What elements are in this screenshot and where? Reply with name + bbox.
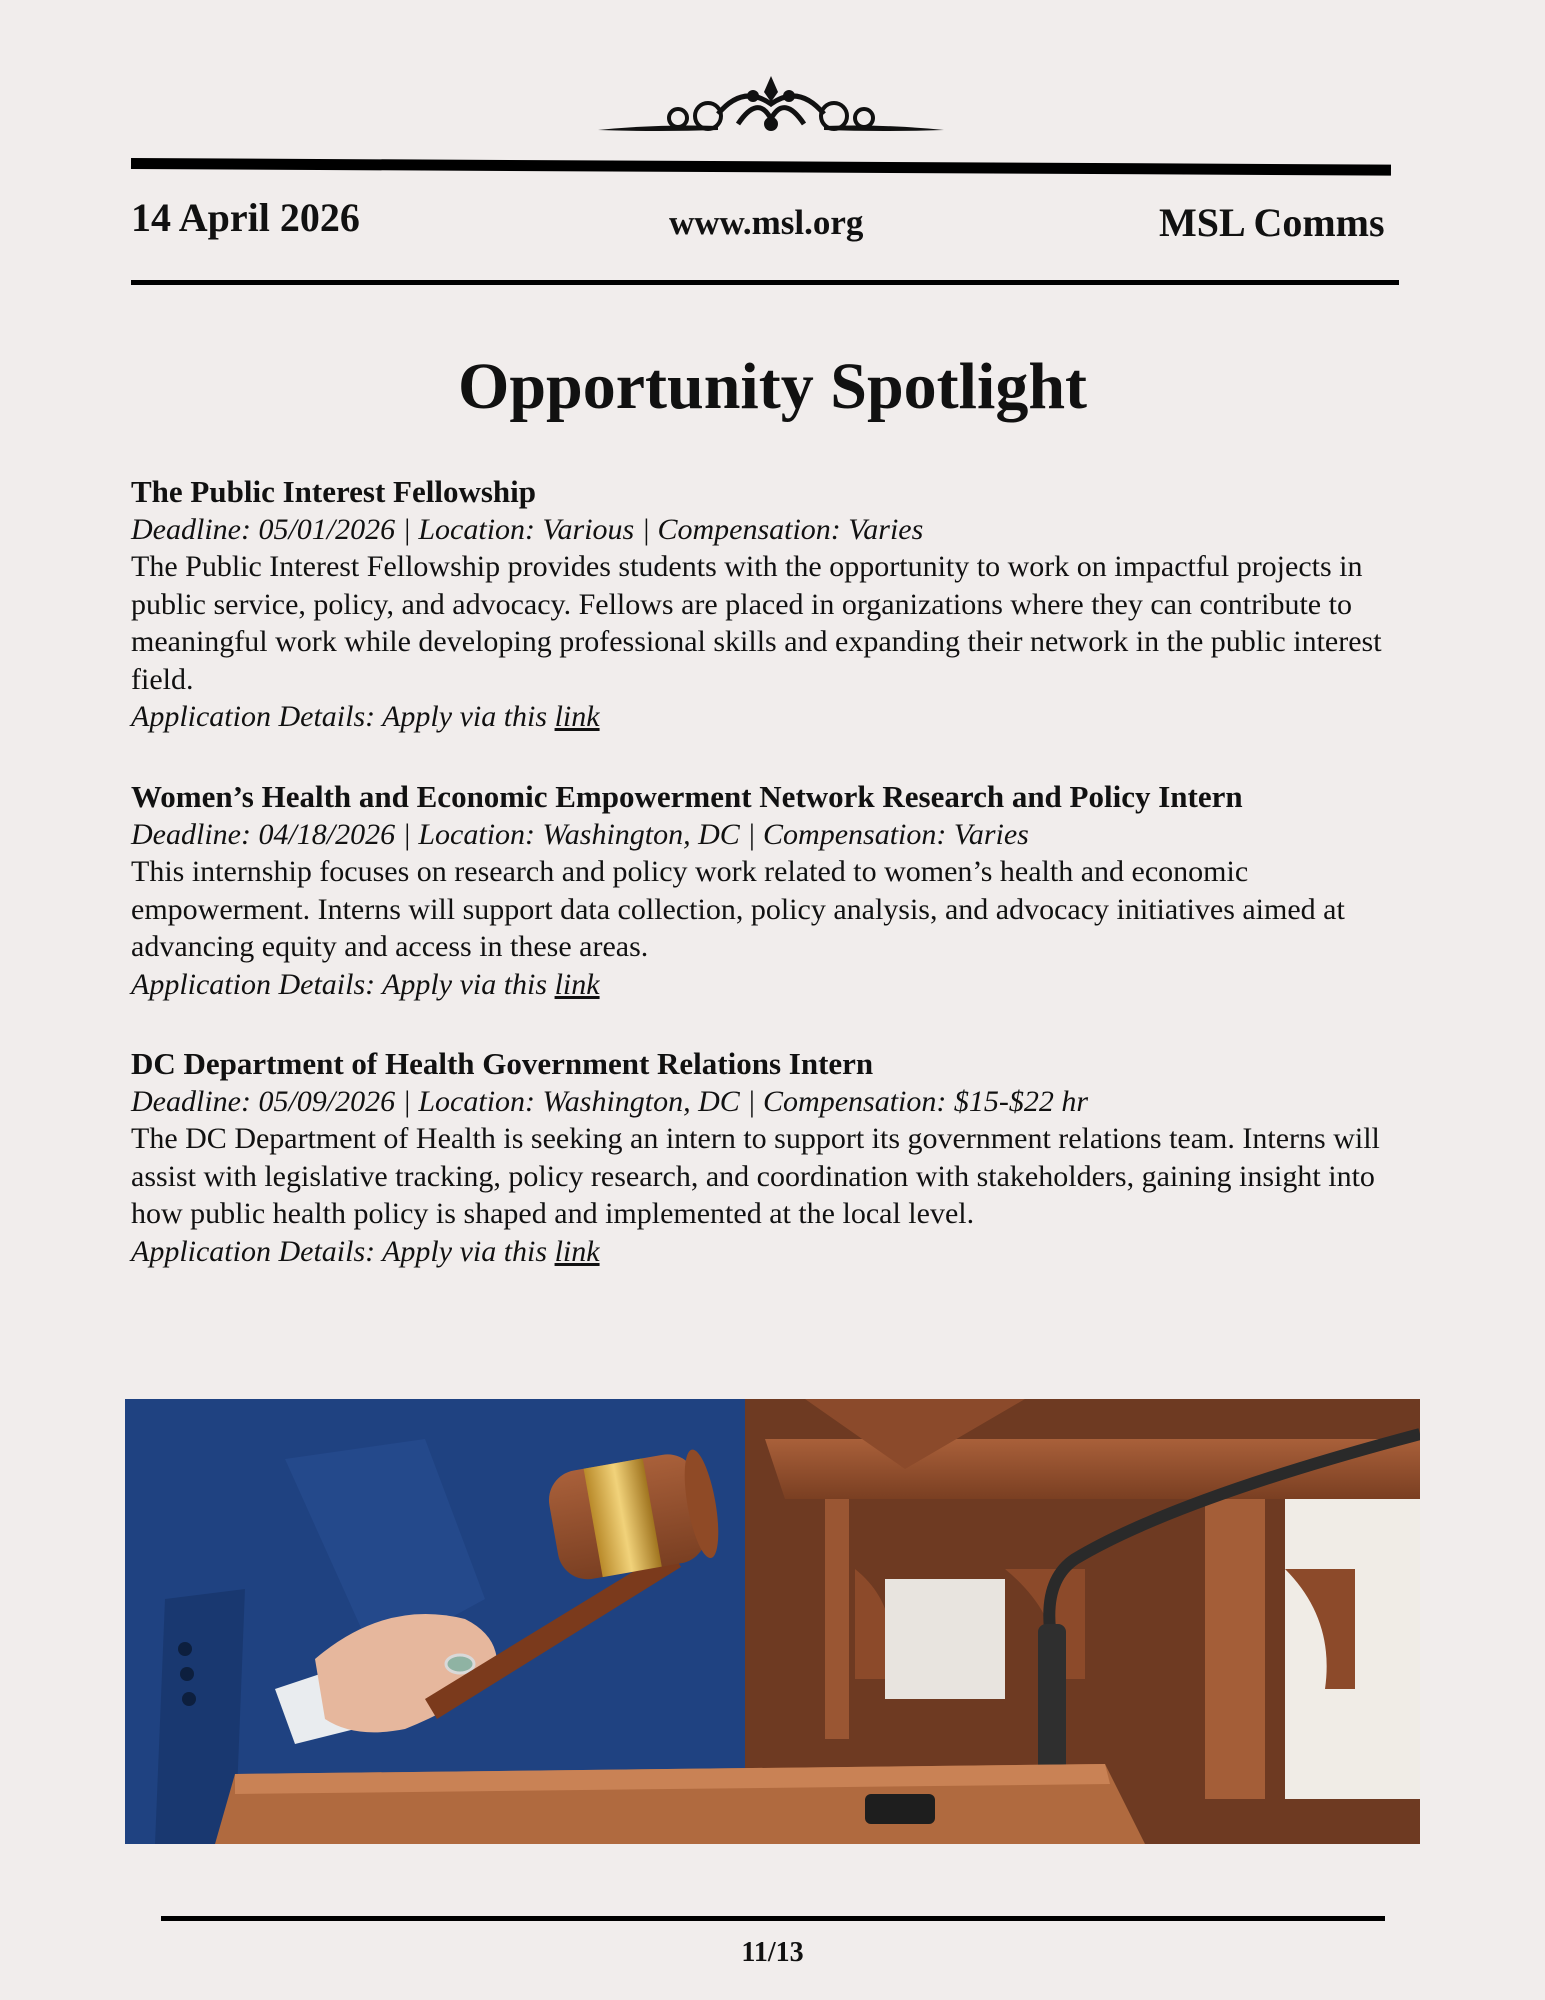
- listing-meta: Deadline: 05/01/2026 | Location: Various | Compensation: Varies: [131, 512, 924, 546]
- ornament-flourish-icon: [598, 74, 944, 138]
- org-name: MSL Comms: [1159, 200, 1385, 245]
- apply-text: Application Details: Apply via this: [131, 1234, 548, 1268]
- listing-title: The Public Interest Fellowship: [131, 474, 537, 509]
- header-divider: [131, 280, 1399, 285]
- apply-link[interactable]: link: [554, 700, 600, 733]
- listing-description: This internship focuses on research and policy work related to women’s health and economic empowerment. Interns will support data collection, policy analysis, and advocacy initiatives aimed at advancing equity and access in these areas.: [131, 855, 1345, 963]
- listing-description: The DC Department of Health is seeking an intern to support its government relations team. Interns will assist with legislative tracking, policy research, and coordination with stakeholders, gaining insight into how public health policy is shaped and implemented at the local level.: [131, 1122, 1380, 1230]
- application-details: [131, 966, 1421, 1004]
- listing-meta: Deadline: 04/18/2026 | Location: Washington, DC | Compensation: Varies: [131, 817, 1029, 851]
- listing-womens-health-intern: [131, 778, 1421, 1003]
- listing-public-interest-fellowship: [131, 473, 1421, 736]
- listing-description: The Public Interest Fellowship provides students with the opportunity to work on impactful projects in public service, policy, and advocacy. Fellows are placed in organizations where they can contribute to meaningful work while developing professional skills and expanding their network in the public interest field.: [131, 550, 1382, 696]
- footer-divider: [161, 1916, 1385, 1921]
- listing-dc-health-intern: [131, 1045, 1421, 1270]
- application-details: [131, 1233, 1421, 1271]
- gavel-photo: [125, 1399, 1420, 1844]
- listing-title: DC Department of Health Government Relations Intern: [131, 1046, 874, 1081]
- listing-meta: Deadline: 05/09/2026 | Location: Washington, DC | Compensation: $15-$22 hr: [131, 1084, 1089, 1118]
- apply-link[interactable]: link: [554, 967, 600, 1001]
- top-divider: [131, 158, 1391, 176]
- page-number: 11/13: [741, 1937, 804, 1968]
- issue-date: 14 April 2026: [131, 195, 360, 240]
- apply-text: Application Details: Apply via this: [131, 700, 548, 733]
- website-url[interactable]: www.msl.org: [669, 203, 864, 242]
- application-details: [131, 698, 1421, 736]
- listing-title: Women’s Health and Economic Empowerment Network Research and Policy Intern: [131, 779, 1243, 814]
- page-title: Opportunity Spotlight: [458, 350, 1087, 423]
- apply-link[interactable]: link: [554, 1234, 600, 1268]
- apply-text: Application Details: Apply via this: [131, 967, 548, 1001]
